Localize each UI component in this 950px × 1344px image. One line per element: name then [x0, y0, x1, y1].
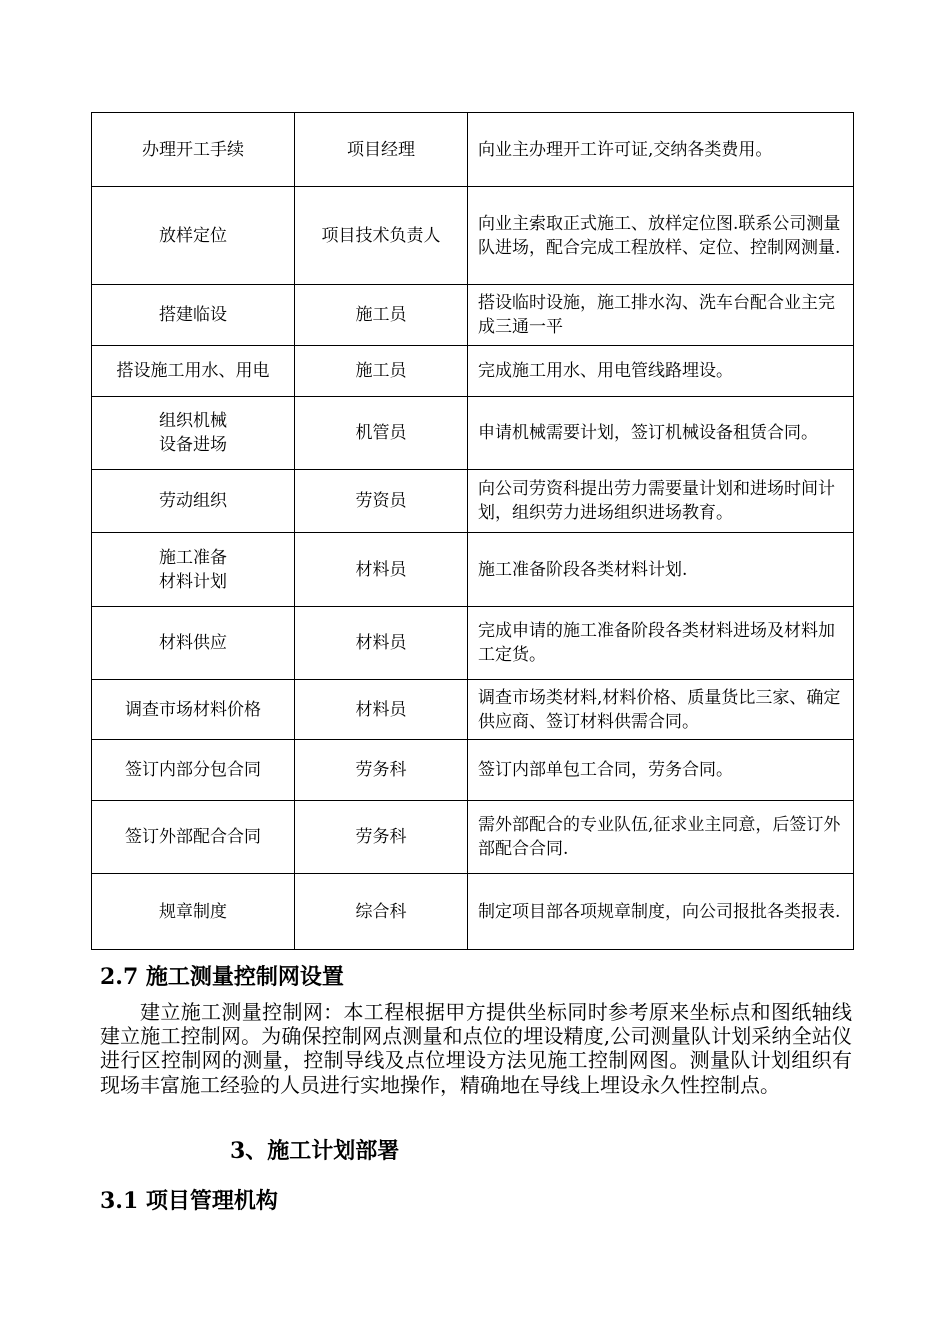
table-row: [92, 346, 854, 397]
owner-cell: 施工员: [295, 285, 468, 346]
task-cell: 签订外部配合合同: [92, 801, 295, 874]
task-cell: 签订内部分包合同: [92, 740, 295, 801]
section-body: 建立施工测量控制网：本工程根据甲方提供坐标同时参考原来坐标点和图纸轴线建立施工控制网。为确保控制网点测量和点位的埋设精度,公司测量队计划采纳全站仪进行区控制网的测量，控制导线及点位埋设方法见施工控制网图。测量队计划组织有现场丰富施工经验的人员进行实地操作，精确地在导线上埋设永久性控制点。: [100, 1000, 852, 1097]
task-cell: 搭建临设: [92, 285, 295, 346]
table-row: [92, 285, 854, 346]
task-cell: 规章制度: [92, 874, 295, 950]
task-line: 材料计划: [159, 571, 227, 592]
subsection-heading: 3.1 项目管理机构: [100, 1188, 278, 1214]
desc-cell: 制定项目部各项规章制度，向公司报批各类报表.: [468, 874, 854, 950]
owner-cell: 劳务科: [295, 801, 468, 874]
section-heading: 2.7 施工测量控制网设置: [100, 964, 344, 990]
desc-cell: 向业主办理开工许可证,交纳各类费用。: [468, 113, 854, 187]
task-cell: 搭设施工用水、用电: [92, 346, 295, 397]
desc-cell: 搭设临时设施，施工排水沟、洗车台配合业主完成三通一平: [468, 285, 854, 346]
desc-cell: 申请机械需要计划，签订机械设备租赁合同。: [468, 397, 854, 470]
owner-cell: 材料员: [295, 533, 468, 607]
desc-cell: 施工准备阶段各类材料计划.: [468, 533, 854, 607]
table-row: [92, 607, 854, 680]
table-row: [92, 740, 854, 801]
desc-cell: 签订内部单包工合同，劳务合同。: [468, 740, 854, 801]
task-line: 施工准备: [159, 547, 227, 568]
desc-cell: 调查市场类材料,材料价格、质量货比三家、确定供应商、签订材料供需合同。: [468, 680, 854, 740]
owner-cell: 机管员: [295, 397, 468, 470]
task-cell: 劳动组织: [92, 470, 295, 533]
task-table: [91, 112, 854, 950]
table-row: [92, 187, 854, 285]
task-line: 组织机械: [159, 411, 227, 431]
task-cell: 调查市场材料价格: [92, 680, 295, 740]
table-row: [92, 470, 854, 533]
owner-cell: 劳资员: [295, 470, 468, 533]
desc-cell: 向公司劳资科提出劳力需要量计划和进场时间计划，组织劳力进场组织进场教育。: [468, 470, 854, 533]
task-cell: 材料供应: [92, 607, 295, 680]
owner-cell: 劳务科: [295, 740, 468, 801]
task-cell: 办理开工手续: [92, 113, 295, 187]
owner-cell: 材料员: [295, 680, 468, 740]
chapter-heading: 3、施工计划部署: [230, 1138, 400, 1164]
task-cell: [92, 533, 295, 607]
owner-cell: 材料员: [295, 607, 468, 680]
table-row: [92, 533, 854, 607]
table-row: [92, 801, 854, 874]
table-row: [92, 113, 854, 187]
owner-cell: 项目经理: [295, 113, 468, 187]
desc-cell: 完成施工用水、用电管线路埋设。: [468, 346, 854, 397]
owner-cell: 施工员: [295, 346, 468, 397]
desc-cell: 向业主索取正式施工、放样定位图.联系公司测量队进场，配合完成工程放样、定位、控制网测量.: [468, 187, 854, 285]
desc-cell: 完成申请的施工准备阶段各类材料进场及材料加工定货。: [468, 607, 854, 680]
table-row: [92, 680, 854, 740]
task-cell: [92, 397, 295, 470]
owner-cell: 综合科: [295, 874, 468, 950]
table-row: [92, 874, 854, 950]
desc-cell: 需外部配合的专业队伍,征求业主同意，后签订外部配合合同.: [468, 801, 854, 874]
owner-cell: 项目技术负责人: [295, 187, 468, 285]
task-line: 设备进场: [159, 435, 227, 455]
task-cell: 放样定位: [92, 187, 295, 285]
table-row: [92, 397, 854, 470]
